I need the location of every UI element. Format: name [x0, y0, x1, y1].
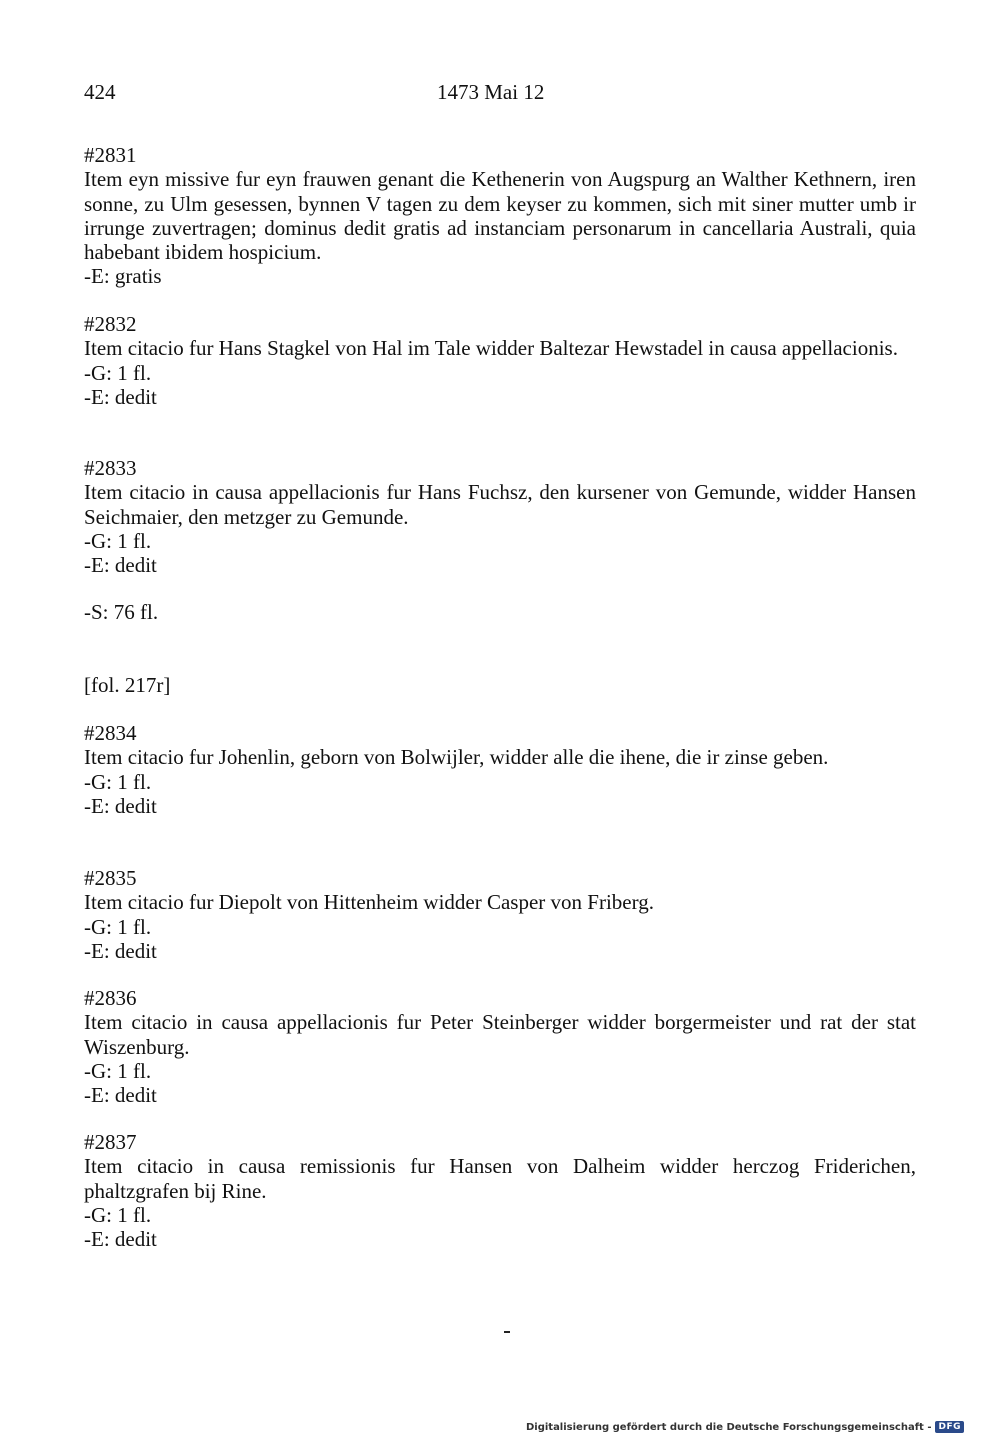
entry-text: Item citacio in causa appellacionis fur Peter Steinberger widder borgermeister und rat der stat Wiszenburg. [84, 1010, 916, 1059]
entry-text: Item citacio in causa appellacionis fur Hans Fuchsz, den kursener von Gemunde, widder Hansen Seichmaier, den metzger zu Gemunde. [84, 480, 916, 529]
entry-2837 [84, 1130, 916, 1251]
credit-text: Digitalisierung gefördert durch die Deutsche Forschungsgemeinschaft - [525, 1421, 932, 1433]
entry-id: #2834 [84, 721, 137, 745]
entry-note: -G: 1 fl. [84, 1058, 152, 1083]
entry-text: Item citacio in causa remissionis fur Hansen von Dalheim widder herczog Friderichen, phaltzgrafen bij Rine. [84, 1154, 916, 1203]
entry-2831 [84, 143, 916, 289]
page-number: 424 [84, 80, 116, 104]
entry-note: -G: 1 fl. [84, 360, 152, 385]
folio-marker: [fol. 217r] [84, 673, 171, 697]
entry-note: -G: 1 fl. [84, 1202, 152, 1227]
entry-note: -E: dedit [84, 384, 157, 409]
entry-text: Item citacio fur Diepolt von Hittenheim widder Casper von Friberg. [84, 890, 654, 915]
entry-note: -E: dedit [84, 793, 157, 818]
digitization-credit [526, 1421, 964, 1433]
entry-note: -E: gratis [84, 264, 162, 289]
entry-2836 [84, 986, 916, 1107]
entry-note: -E: dedit [84, 1083, 157, 1108]
page-mark [504, 1331, 510, 1333]
sum-total: -S: 76 fl. [84, 600, 159, 624]
entry-text: Item eyn missive fur eyn frauwen genant die Kethenerin von Augspurg an Walther Kethnern, iren sonne, zu Ulm gesessen, bynnen V tagen zu dem keyser zu kommen, sich mit siner mutter umb ir irrunge zuvertragen; dominus dedit gratis ad instanciam personarum in cancellaria Australi, quia habebant ibidem hospicium. [84, 167, 916, 265]
entry-note: -E: dedit [84, 553, 157, 578]
entry-id: #2831 [84, 143, 137, 167]
entry-id: #2836 [84, 986, 137, 1010]
running-head: 1473 Mai 12 [437, 80, 545, 104]
entry-note: -G: 1 fl. [84, 769, 152, 794]
entry-note: -G: 1 fl. [84, 528, 152, 553]
entry-text: Item citacio fur Hans Stagkel von Hal im Tale widder Baltezar Hewstadel in causa appellacionis. [84, 336, 898, 361]
entry-note: -G: 1 fl. [84, 914, 152, 939]
entry-id: #2833 [84, 456, 137, 480]
entry-id: #2835 [84, 866, 137, 890]
entry-text: Item citacio fur Johenlin, geborn von Bolwijler, widder alle die ihene, die ir zinse geben. [84, 745, 829, 770]
entry-2835 [84, 866, 916, 963]
dfg-logo: DFG [935, 1421, 964, 1433]
entry-note: -E: dedit [84, 938, 157, 963]
entry-2834 [84, 721, 916, 818]
entry-id: #2837 [84, 1130, 137, 1154]
entry-2832 [84, 312, 916, 409]
entry-id: #2832 [84, 312, 137, 336]
entry-note: -E: dedit [84, 1227, 157, 1252]
entry-2833 [84, 456, 916, 577]
